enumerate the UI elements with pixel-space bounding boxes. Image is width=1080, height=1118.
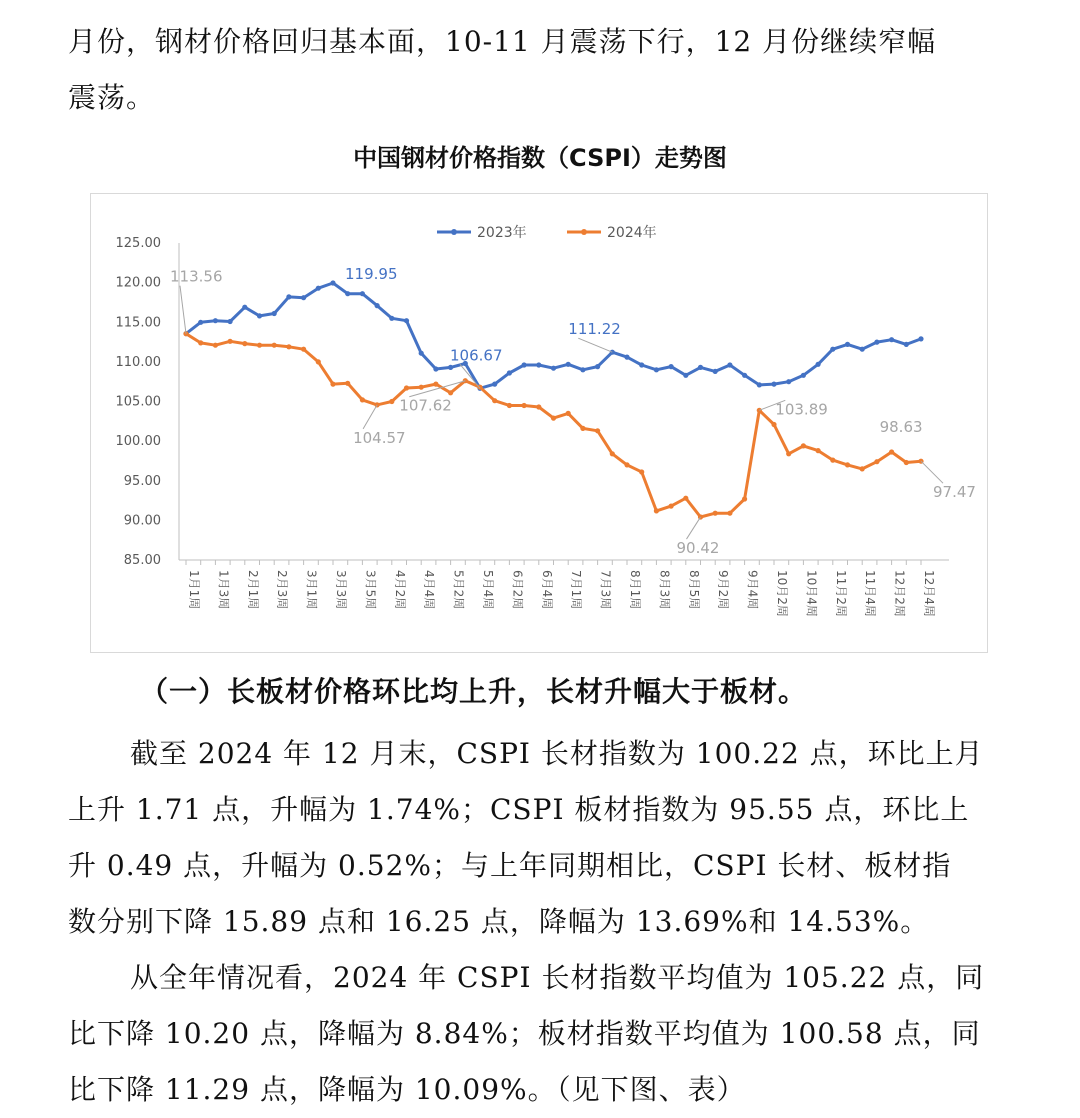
data-point xyxy=(786,451,791,456)
chart-container xyxy=(90,193,988,653)
data-point xyxy=(904,342,909,347)
data-point xyxy=(345,381,350,386)
data-label: 90.42 xyxy=(676,539,720,558)
data-point xyxy=(507,370,512,375)
data-point xyxy=(360,291,365,296)
x-tick-label: 5月4周 xyxy=(481,570,495,610)
data-point xyxy=(419,351,424,356)
data-point xyxy=(272,311,277,316)
x-tick-label: 9月2周 xyxy=(716,570,731,610)
annotation-leader xyxy=(180,286,186,334)
data-point xyxy=(874,340,879,345)
data-point xyxy=(860,347,865,352)
data-point xyxy=(389,399,394,404)
data-point xyxy=(492,398,497,403)
data-point xyxy=(771,382,776,387)
intro-line-1: 月份，钢材价格回归基本面，10-11 月震荡下行，12 月份继续窄幅 xyxy=(68,25,937,58)
data-point xyxy=(257,313,262,318)
data-point xyxy=(830,347,835,352)
data-label: 106.67 xyxy=(450,346,503,365)
data-point xyxy=(727,362,732,367)
data-point xyxy=(713,369,718,374)
data-point xyxy=(213,343,218,348)
data-point xyxy=(845,462,850,467)
x-tick-label: 1月1周 xyxy=(187,570,201,610)
data-point xyxy=(286,294,291,299)
x-tick-label: 2月1周 xyxy=(245,570,260,610)
data-label: 98.63 xyxy=(879,417,923,436)
data-point xyxy=(492,382,497,387)
chart-title: 中国钢材价格指数（CSPI）走势图 xyxy=(353,144,727,172)
data-label: 113.56 xyxy=(170,267,223,286)
data-point xyxy=(345,291,350,296)
x-tick-label: 7月1周 xyxy=(569,570,584,610)
data-point xyxy=(595,364,600,369)
data-point xyxy=(624,355,629,360)
para2-line3: 比下降 11.29 点，降幅为 10.09%。（见下图、表） xyxy=(68,1073,746,1106)
x-tick-label: 11月2周 xyxy=(833,570,848,617)
annotation-leader xyxy=(460,364,480,388)
x-tick-label: 6月2周 xyxy=(510,570,525,610)
x-tick-label: 12月4周 xyxy=(922,570,936,617)
data-point xyxy=(889,449,894,454)
data-point xyxy=(536,362,541,367)
data-point xyxy=(448,390,453,395)
data-point xyxy=(801,373,806,378)
x-tick-label: 2月3周 xyxy=(275,570,290,610)
para2-line2: 比下降 10.20 点，降幅为 8.84%；板材指数平均值为 100.58 点，同 xyxy=(68,1017,981,1050)
data-point xyxy=(669,504,674,509)
data-point xyxy=(742,496,747,501)
para1-line2: 上升 1.71 点，升幅为 1.74%；CSPI 板材指数为 95.55 点，环比上 xyxy=(68,793,970,826)
x-tick-label: 8月3周 xyxy=(657,570,672,610)
y-tick-label: 125.00 xyxy=(115,236,161,251)
data-label: 107.62 xyxy=(399,396,452,415)
data-point xyxy=(404,385,409,390)
y-tick-label: 95.00 xyxy=(123,473,161,489)
data-label: 103.89 xyxy=(775,400,828,419)
data-point xyxy=(566,411,571,416)
data-point xyxy=(404,318,409,323)
data-point xyxy=(845,342,850,347)
data-point xyxy=(433,382,438,387)
data-point xyxy=(860,466,865,471)
data-point xyxy=(698,514,703,519)
legend-marker xyxy=(581,229,587,235)
data-label: 119.95 xyxy=(345,265,398,284)
data-point xyxy=(757,382,762,387)
data-point xyxy=(639,469,644,474)
data-point xyxy=(727,511,732,516)
legend-label: 2023年 xyxy=(477,225,527,241)
data-point xyxy=(257,343,262,348)
data-point xyxy=(301,295,306,300)
data-point xyxy=(580,426,585,431)
data-point xyxy=(595,428,600,433)
data-point xyxy=(433,366,438,371)
annotation-leader xyxy=(687,517,701,539)
chart-legend xyxy=(437,224,657,241)
data-point xyxy=(272,343,277,348)
x-tick-label: 11月4周 xyxy=(863,570,878,617)
data-label: 104.57 xyxy=(353,428,406,447)
y-tick-label: 100.00 xyxy=(115,434,161,450)
data-point xyxy=(639,362,644,367)
data-point xyxy=(375,303,380,308)
data-point xyxy=(213,318,218,323)
y-tick-label: 115.00 xyxy=(115,315,161,331)
data-label: 97.47 xyxy=(933,483,976,502)
data-point xyxy=(198,320,203,325)
y-tick-label: 120.00 xyxy=(115,275,161,291)
data-point xyxy=(610,451,615,456)
intro-line-2: 震荡。 xyxy=(68,81,156,114)
data-point xyxy=(316,286,321,291)
data-point xyxy=(698,365,703,370)
x-tick-label: 3月5周 xyxy=(363,570,378,610)
para1-line1: 截至 2024 年 12 月末，CSPI 长材指数为 100.22 点，环比上月 xyxy=(130,737,984,770)
y-tick-label: 85.00 xyxy=(123,553,161,568)
data-label: 111.22 xyxy=(568,320,621,339)
data-point xyxy=(242,341,247,346)
data-point xyxy=(786,379,791,384)
para1-line4: 数分别下降 15.89 点和 16.25 点，降幅为 13.69%和 14.53%。 xyxy=(68,905,930,938)
data-point xyxy=(198,340,203,345)
data-point xyxy=(389,316,394,321)
data-point xyxy=(228,319,233,324)
data-point xyxy=(742,373,747,378)
data-point xyxy=(301,347,306,352)
annotation-leader xyxy=(578,338,612,352)
data-point xyxy=(683,496,688,501)
data-point xyxy=(757,408,762,413)
x-tick-label: 1月3周 xyxy=(216,570,231,610)
legend-marker xyxy=(451,229,457,235)
x-tick-label: 3月1周 xyxy=(304,570,319,610)
data-point xyxy=(551,416,556,421)
data-point xyxy=(448,365,453,370)
para2-line1: 从全年情况看，2024 年 CSPI 长材指数平均值为 105.22 点，同 xyxy=(130,961,985,994)
section-heading: （一）长板材价格环比均上升，长材升幅大于板材。 xyxy=(140,675,808,708)
x-axis xyxy=(179,560,949,617)
y-tick-label: 105.00 xyxy=(115,394,161,410)
data-point xyxy=(889,337,894,342)
data-point xyxy=(918,336,923,341)
data-point xyxy=(507,403,512,408)
x-tick-label: 12月2周 xyxy=(892,570,907,617)
data-point xyxy=(669,364,674,369)
data-point xyxy=(330,280,335,285)
data-point xyxy=(683,373,688,378)
legend-label: 2024年 xyxy=(607,225,657,241)
data-point xyxy=(654,508,659,513)
annotation-leader xyxy=(363,405,377,429)
data-point xyxy=(536,404,541,409)
data-point xyxy=(816,448,821,453)
data-point xyxy=(904,460,909,465)
data-point xyxy=(551,366,556,371)
annotations-group xyxy=(170,265,976,557)
series-line xyxy=(186,283,921,388)
y-axis xyxy=(116,236,180,568)
data-point xyxy=(375,402,380,407)
data-point xyxy=(713,511,718,516)
data-point xyxy=(580,367,585,372)
data-point xyxy=(228,339,233,344)
x-tick-label: 7月3周 xyxy=(598,570,613,610)
data-point xyxy=(522,362,527,367)
x-tick-label: 5月2周 xyxy=(451,570,466,610)
data-point xyxy=(816,362,821,367)
data-point xyxy=(463,378,468,383)
y-tick-label: 110.00 xyxy=(115,354,161,370)
data-point xyxy=(830,458,835,463)
data-point xyxy=(654,367,659,372)
data-point xyxy=(874,459,879,464)
data-point xyxy=(286,344,291,349)
data-point xyxy=(624,462,629,467)
x-tick-label: 8月5周 xyxy=(686,570,701,610)
data-point xyxy=(316,359,321,364)
annotation-leader xyxy=(921,461,943,483)
series-line xyxy=(186,334,921,517)
x-tick-label: 8月1周 xyxy=(628,570,642,610)
x-tick-label: 10月4周 xyxy=(804,570,819,617)
data-point xyxy=(771,422,776,427)
x-tick-label: 4月2周 xyxy=(392,570,407,610)
x-tick-label: 3月3周 xyxy=(334,570,348,610)
data-point xyxy=(330,382,335,387)
data-point xyxy=(419,385,424,390)
x-tick-label: 9月4周 xyxy=(745,570,760,610)
para1-line3: 升 0.49 点，升幅为 0.52%；与上年同期相比，CSPI 长材、板材指 xyxy=(68,849,952,882)
x-tick-label: 6月4周 xyxy=(539,570,554,610)
data-point xyxy=(566,362,571,367)
data-point xyxy=(522,403,527,408)
y-tick-label: 90.00 xyxy=(123,513,161,529)
data-point xyxy=(801,443,806,448)
x-tick-label: 10月2周 xyxy=(775,570,789,617)
data-point xyxy=(360,397,365,402)
x-tick-label: 4月4周 xyxy=(422,570,437,610)
data-point xyxy=(242,305,247,310)
cspi-line-chart xyxy=(91,194,987,652)
